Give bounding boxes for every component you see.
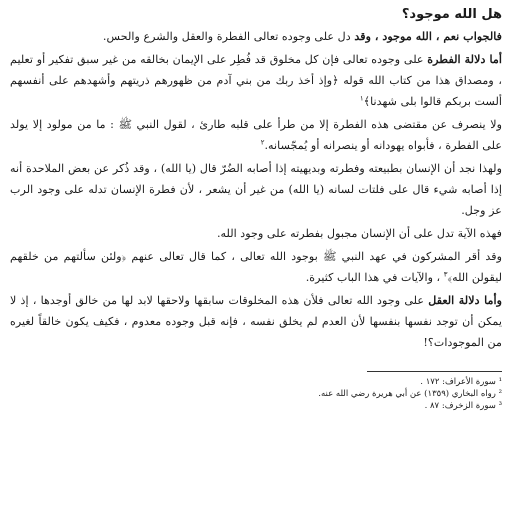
footnote-divider bbox=[367, 371, 502, 372]
footnotes bbox=[10, 376, 502, 412]
reason-text: على وجود الله تعالى فلأن هذه المخلوقات سابقها ولاحقها لابد لها من خالق أوجدها ، إذ لا يمكن أن توجد نفسها بنفسها لأن العدم لم يخلق نفسه ، فإنه قبل وجوده معدوم ، فكيف يكون خالقاً لغيره من الموجودات؟! bbox=[10, 294, 502, 349]
polytheists-tail: ، والآيات في هذا الباب كثيرة. bbox=[305, 271, 444, 284]
footnote-1: ¹ سورة الأعراف: ١٧٢ . bbox=[420, 377, 502, 387]
footnote-marker-2: ٢ bbox=[260, 138, 265, 147]
paragraph-answer bbox=[10, 26, 502, 47]
answer-lead: فالجواب نعم ، الله موجود ، وقد bbox=[354, 29, 502, 43]
paragraph-polytheists bbox=[10, 246, 502, 288]
footnote-marker-1: ١ bbox=[359, 94, 364, 103]
paragraph-conclusion bbox=[10, 223, 502, 244]
paragraph-fitrah bbox=[10, 49, 502, 112]
page-heading: هل الله موجود؟ bbox=[401, 7, 502, 22]
footnote-marker-3: ٣ bbox=[443, 270, 448, 279]
instinct-text: ولهذا نجد أن الإنسان بطبيعته وفطرته وبديهيته إذا أصابه الضُرّ قال (يا الله) ، وقد ذُكر عن بعض الملاحدة أنه إذا أصابه شيء قال على فلتات لسانه (يا الله) من غير أن يشعر ، لأن فطرة الإنسان تدله على وجود الرب عز وجل. bbox=[10, 162, 502, 217]
answer-text: دل على وجوده تعالى الفطرة والعقل والشرع والحس. bbox=[102, 30, 351, 43]
polytheists-text: وقد أقر المشركون في عهد النبي ﷺ بوجود الله تعالى ، كما قال تعالى عنهم ﴿ولئن سألتهم من خلقهم ليقولن الله﴾ bbox=[10, 250, 502, 284]
footnote-3: ³ سورة الزخرف: ٨٧ . bbox=[424, 401, 502, 411]
hadith-text: ولا ينصرف عن مقتضى هذه الفطرة إلا من طرأ على قلبه طارئ ، لقول النبي ﷺ : ما من مولود إلا يولد على الفطرة ، فأبواه يهودانه أو ينصرانه أو يُمجّسانه. bbox=[10, 118, 502, 152]
reason-lead: وأما دلالة العقل bbox=[428, 293, 502, 307]
footnote-2: ² رواه البخاري (١٣٥٩) عن أبي هريرة رضي الله عنه. bbox=[318, 389, 502, 399]
paragraph-instinct bbox=[10, 158, 502, 221]
fitrah-lead: أما دلالة الفطرة bbox=[427, 52, 502, 66]
paragraph-reason bbox=[10, 290, 502, 353]
fitrah-text: على وجوده تعالى فإن كل مخلوق قد فُطِر على الإيمان بخالقه من غير سبق تفكير أو تعليم ، ومصداق هذا من كتاب الله قوله ﴿وإذ أخذ ربك من بني آدم من ظهورهم ذريتهم وأشهدهم على أنفسهم ألست بربكم قالوا بلى شهدنا﴾ bbox=[10, 53, 502, 108]
paragraph-hadith bbox=[10, 114, 502, 156]
conclusion-text: فهذه الآية تدل على أن الإنسان مجبول بفطرته على وجود الله. bbox=[216, 227, 502, 240]
